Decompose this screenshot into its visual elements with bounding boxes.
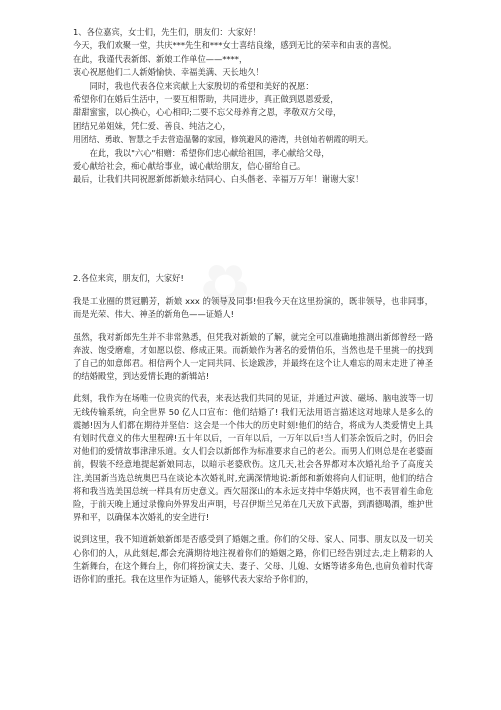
speech-section-1 xyxy=(73,26,433,187)
section1-line: 甜甜蜜蜜，以心换心，心心相印;二要不忘父母养育之恩，孝敬双方父母， xyxy=(73,107,342,118)
section1-line: 爱心献给社会，痴心献给事业，诚心献给朋友，信心留给自己。 xyxy=(73,161,306,172)
section2-paragraph: 此刻，我作为在场唯一位贵宾的代表，来表达我们共同的见证，并通过声波、磁场、脑电波等一切无线传输系统，向全世界 50 亿人口宣布：他们结婚了! 我们无法用语言描述这对地球人是多么的震撼!因为人们都在期待并坚信：这会是一个伟大的历史时刻!他们的结合，将成为人类爱情史上具有划时代意义的伟大里程碑!五十年以后，一百年以后，一万年以后!当人们茶余饭后之时，仍旧会对他们的爱情故事津津乐道。女人们会以新郎作为标准要求自己的老公。而男人们则总是在老婆面前，假装不经意地提起新娘同志，以暗示老婆欣伤。这几天,社会各界都对本次婚礼给予了高度关注,美国新当选总统奥巴马在谈论本次婚礼时,充满深情地说:新郎和新娘将向人们证明，他们的结合将和我当选美国总统一样具有历史意义。西欠屈深山的本永远支持中华婚庆网，也不表冒着生命危险，于前天晚上通过录像向外界发出声明，号召伊斯兰兄弟在几天放下武器，到酒德喝酒，维护世界和平，以确保本次婚礼的安全进行! xyxy=(73,393,433,523)
section2-heading: 2.各位来宾，朋友们，大家好! xyxy=(73,273,184,283)
section1-line: 用团结、勇敢、智慧之手去营造温馨的家园，修筑避风的港湾，共创灿若朝霞的明天。 xyxy=(73,135,373,145)
section1-line: 衷心祝愿他们二人新婚愉快、幸福美满、天长地久！ xyxy=(73,67,264,78)
section1-line: 1、各位嘉宾，女士们，先生们，朋友们：大家好！ xyxy=(73,27,261,37)
section1-line: 在此，我谨代表新郎、新娘工作单位——****， xyxy=(73,53,248,64)
section1-line: 在此，我以"六心"相赠：希望你们忠心献给祖国，孝心献给父母， xyxy=(73,147,330,158)
section1-line: 希望你们在婚后生活中，一要互相帮助，共同进步，真正做到恩恩爱爱， xyxy=(73,94,339,105)
section2-paragraph: 虽然，我对新郎先生并不非常熟悉，但凭我对新娘的了解，就完全可以准确地推测出新郎曾经一路奔波、饱受磨难，才如愿以偿、修成正果。而新娘作为著名的爱情伯乐，当然也是千里挑一的找到了自己的如意郎君。相信两个人一定同共同、长途跋涉，并最终在这个让人难忘的周末走进了神圣的结婚殿堂，到达爱情长跑的新辑站! xyxy=(73,331,433,382)
section1-line: 今天，我们欢聚一堂，共庆***先生和***女士喜结良缘，感到无比的荣幸和由衷的喜悦。 xyxy=(73,40,397,51)
section2-paragraph: 我是工业圈的贯冠鹏芳，新娘 xxx 的领导及同事!但我今天在这里扮演的，既非领导，也非同事，而是光荣、伟大、神圣的新角色——证婚人! xyxy=(73,296,433,320)
section1-line: 最后，让我们共同祝愿新郎新娘永结同心、白头偕老、幸福万万年！谢谢大家！ xyxy=(73,174,364,185)
section2-paragraph: 说到这里，我不知道新娘新郎是否感受到了婚姻之重。你们的父母、家人、同事、朋友以及一切关心你们的人，从此刻起,都会充满期待地注视着你们的婚姻之路，你们已经告别过去,走上精彩的人生新舞台，在这个舞台上，你们将扮演丈夫、妻子、父母、儿媳、女婿等诸多角色,也肩负着时代寄语你们的重托。我在这里作为证婚人，能够代表大家给予你们的， xyxy=(73,534,433,585)
section1-line: 同时，我也代表各位来宾献上大家殷切的希望和美好的祝愿： xyxy=(73,80,314,91)
section1-line: 团结兄弟姐妹，凭仁爱、善良、纯洁之心， xyxy=(73,120,231,131)
speech-section-2 xyxy=(73,272,433,595)
